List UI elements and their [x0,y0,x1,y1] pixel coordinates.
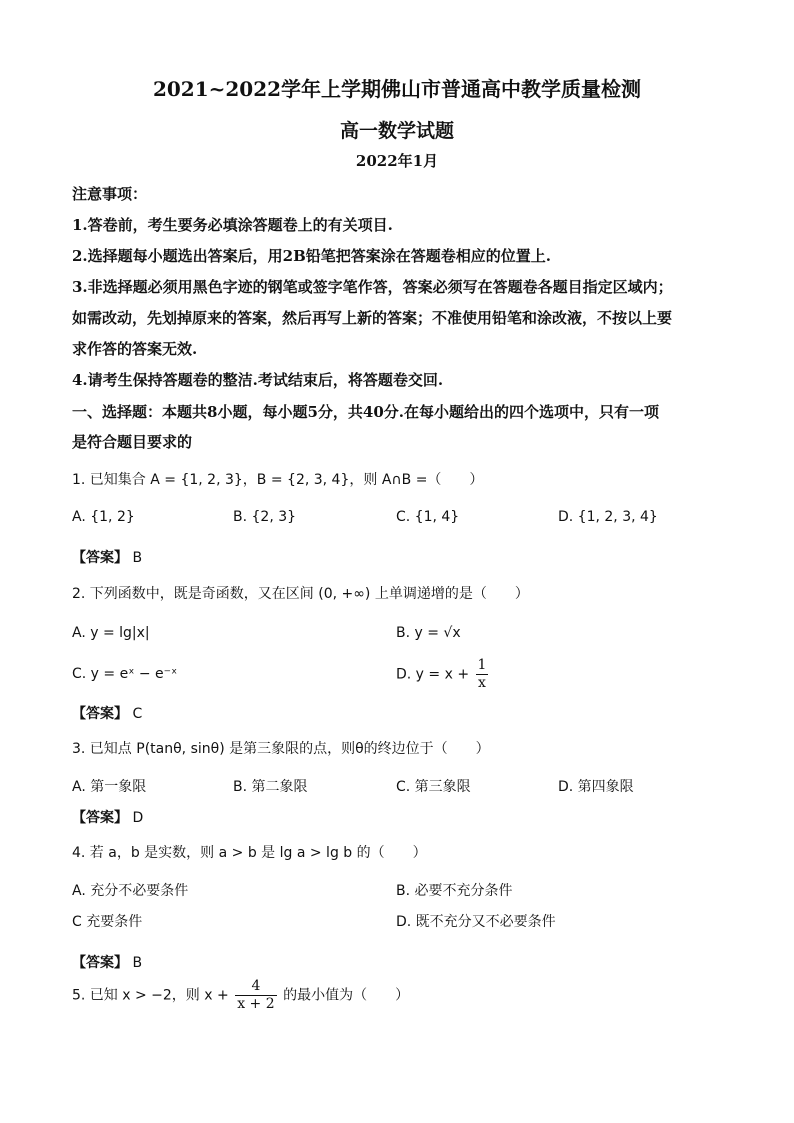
question-3-option-d: D. 第四象限 [558,779,634,795]
section-heading-line-1: 一、选择题：本题共8小题，每小题5分，共40分.在每小题给出的四个选项中，只有一项 [72,403,659,421]
question-5-stem-pre: 5. 已知 x > −2，则 x + [72,987,229,1004]
question-5-stem [72,978,409,1013]
question-4-option-a: A. 充分不必要条件 [72,883,189,899]
question-1-stem: 1. 已知集合 A = {1, 2, 3}，B = {2, 3, 4}，则 A∩B =（ ） [72,472,484,488]
question-1-option-d: D. {1, 2, 3, 4} [558,509,658,525]
question-3-option-c: C. 第三象限 [396,779,471,795]
question-1-answer [72,547,142,567]
question-3-answer [72,807,143,827]
question-5-fraction [235,978,276,1013]
question-4-answer [72,952,142,972]
exam-date: 2022年1月 [355,152,439,170]
answer-label: 【答案】 [72,550,128,566]
question-1-option-b: B. {2, 3} [233,509,297,525]
question-3-option-a: A. 第一象限 [72,779,147,795]
question-4-stem: 4. 若 a，b 是实数，则 a > b 是 lg a > lg b 的（ ） [72,845,427,861]
exam-subtitle: 高一数学试题 [339,120,454,142]
fraction-numerator: 4 [251,978,261,994]
answer-label: 【答案】 [72,810,128,826]
answer-label: 【答案】 [72,955,128,971]
question-4-option-b: B. 必要不充分条件 [396,883,513,899]
question-3-stem: 3. 已知点 P(tanθ, sinθ) 是第三象限的点，则θ的终边位于（ ） [72,741,490,757]
question-4-option-d: D. 既不充分又不必要条件 [396,914,556,930]
note-3-line-3: 求作答的答案无效. [72,340,198,358]
answer-value: B [132,955,143,971]
fraction-numerator: 1 [477,657,487,673]
answer-value: D [132,810,144,826]
question-1-option-c: C. {1, 4} [396,509,460,525]
note-2: 2.选择题每小题选出答案后，用2B铅笔把答案涂在答题卷相应的位置上. [72,247,551,265]
note-1: 1.答卷前，考生要务必填涂答题卷上的有关项目. [72,216,393,234]
question-2-option-b: B. y = √x [396,625,461,641]
notes-heading: 注意事项： [72,185,148,203]
answer-label: 【答案】 [72,706,128,722]
question-3-option-b: B. 第二象限 [233,779,308,795]
question-2-option-d-text: D. y = x + [396,666,470,683]
question-5-stem-post: 的最小值为（ ） [283,987,410,1004]
fraction-denominator: x + 2 [237,996,275,1012]
question-1-option-a: A. {1, 2} [72,509,135,525]
fraction-denominator: x [476,674,489,692]
note-3-line-1: 3.非选择题必须用黑色字迹的钢笔或签字笔作答，答案必须写在答题卷各题目指定区域内； [72,278,673,296]
answer-value: B [132,550,143,566]
note-3-line-2: 如需改动，先划掉原来的答案，然后再写上新的答案；不准使用铅笔和涂改液，不按以上要 [72,309,673,327]
note-4: 4.请考生保持答题卷的整洁.考试结束后，将答题卷交回. [72,371,444,389]
question-2-option-d-fraction [476,657,489,692]
question-2-option-d [396,657,490,692]
question-2-option-c: C. y = eˣ − e⁻ˣ [72,666,178,682]
answer-value: C [132,706,143,722]
question-4-option-c: C 充要条件 [72,914,143,930]
question-2-answer [72,703,142,723]
exam-title: 2021~2022学年上学期佛山市普通高中教学质量检测 [152,77,642,101]
question-2-stem: 2. 下列函数中，既是奇函数，又在区间 (0, +∞) 上单调递增的是（ ） [72,586,529,602]
question-2-option-a: A. y = lg|x| [72,625,150,641]
section-heading-line-2: 是符合题目要求的 [72,433,193,451]
